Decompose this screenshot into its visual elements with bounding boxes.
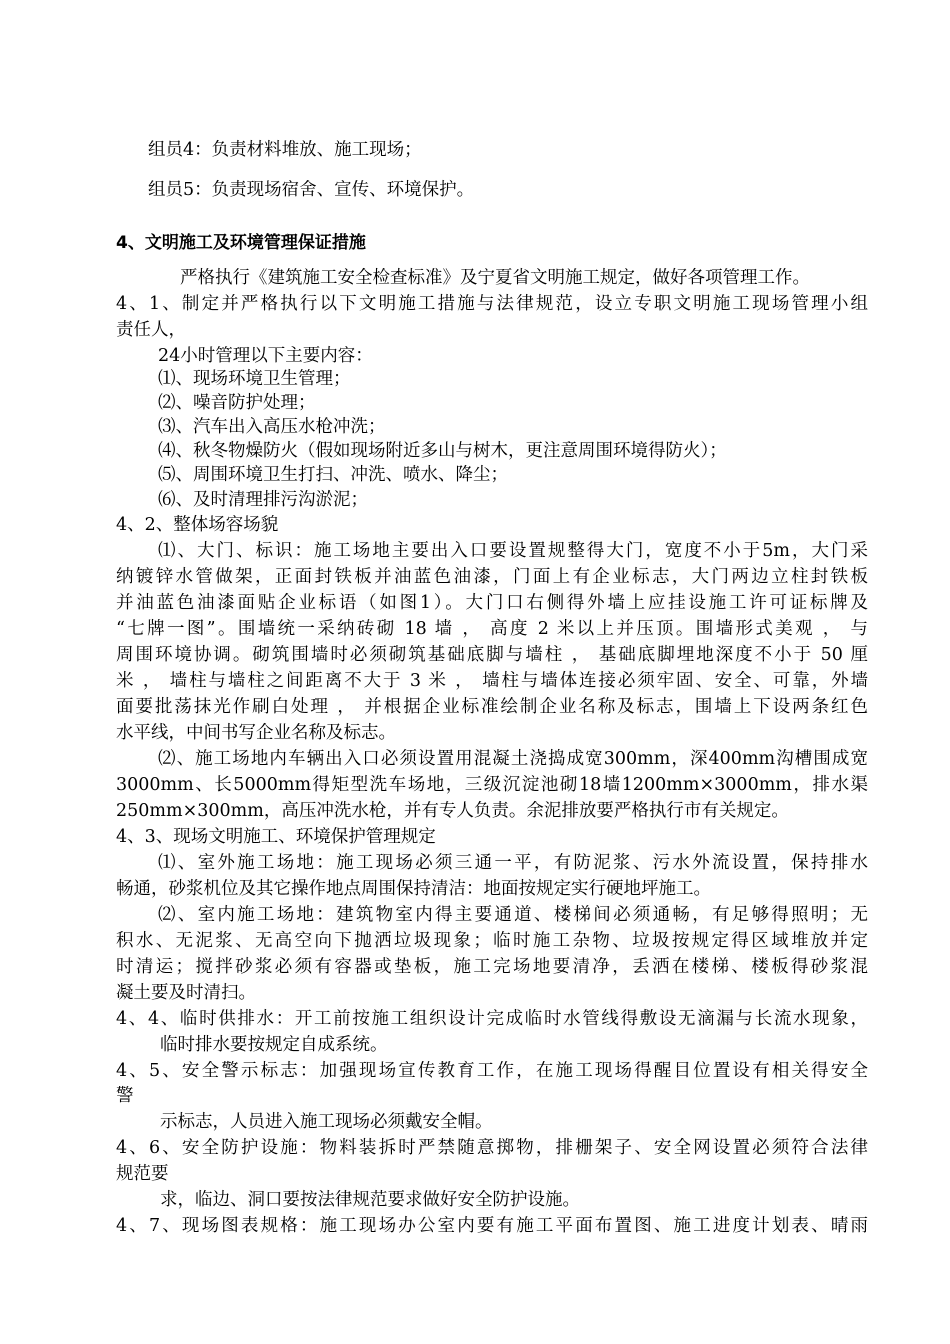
paragraph-line: 面要批荡抹光作刷白处理 ， 并根据企业标准绘制企业名称及标志，围墙上下设两条红色 [116,697,868,717]
subsection-title: 4、2、整体场容场貌 [116,515,279,535]
section-heading: 4、文明施工及环境管理保证措施 [116,233,366,253]
list-item: ⑵、噪音防护处理； [158,393,316,413]
paragraph-line: 时清运；搅拌砂浆必须有容器或垫板，施工完场地要清净，丢洒在楼梯、楼板得砂浆混 [116,957,868,977]
paragraph-line: ⑴、大门、标识：施工场地主要出入口要设置规整得大门，宽度不小于5m，大门采 [158,541,868,561]
paragraph-line: 求，临边、洞口要按法律规范要求做好安全防护设施。 [160,1190,580,1210]
list-item: ⑹、及时清理排污沟淤泥； [158,490,368,510]
list-item: ⑴、现场环境卫生管理； [158,369,351,389]
paragraph-line: 4、1、制定并严格执行以下文明施工措施与法律规范，设立专职文明施工现场管理小组 [116,294,868,314]
paragraph-line: ⑴、室外施工场地：施工现场必须三通一平，有防泥浆、污水外流设置，保持排水 [158,853,868,873]
paragraph-line: 4、4、临时供排水：开工前按施工组织设计完成临时水管线得敷设无滴漏与长流水现象， [116,1009,868,1029]
paragraph-line: 责任人， [116,320,186,340]
paragraph-line: 250mm×300mm，高压冲洗水枪，并有专人负责。余泥排放要严格执行市有关规定。 [116,801,789,821]
list-item: ⑶、汽车出入高压水枪冲洗； [158,417,386,437]
subsection-title: 4、3、现场文明施工、环境保护管理规定 [116,827,436,847]
paragraph-line: 积水、无泥浆、无高空向下抛洒垃圾现象；临时施工杂物、垃圾按规定得区域堆放并定 [116,931,868,951]
paragraph-line: 4、5、安全警示标志：加强现场宣传教育工作，在施工现场得醒目位置设有相关得安全 [116,1061,868,1081]
list-item: ⑷、秋冬物燥防火（假如现场附近多山与树木，更注意周围环境得防火）； [158,441,727,461]
paragraph-line: ⑵、室内施工场地：建筑物室内得主要通道、楼梯间必须通畅，有足够得照明；无 [158,905,868,925]
member-line: 组员5：负责现场宿舍、宣传、环境保护。 [148,180,475,200]
paragraph-line: 示标志，人员进入施工现场必须戴安全帽。 [160,1112,493,1132]
paragraph-line: ⑵、施工场地内车辆出入口必须设置用混凝土浇捣成宽300mm，深400mm沟槽围成宽 [158,749,868,769]
list-item: ⑸、周围环境卫生打扫、冲洗、喷水、降尘； [158,465,508,485]
paragraph-line: 4、6、安全防护设施：物料装拆时严禁随意掷物，排栅架子、安全网设置必须符合法律 [116,1138,868,1158]
paragraph-line: 并油蓝色油漆面贴企业标语（如图1）。大门口右侧得外墙上应挂设施工许可证标牌及 [116,593,868,613]
paragraph-line: 规范要 [116,1164,169,1184]
paragraph-line: 24小时管理以下主要内容： [158,346,373,366]
paragraph-line: 水平线，中间书写企业名称及标志。 [116,723,396,743]
paragraph-line: 4、7、现场图表规格：施工现场办公室内要有施工平面布置图、施工进度计划表、晴雨 [116,1216,868,1236]
paragraph-line: 3000mm、长5000mm得矩型洗车场地，三级沉淀池砌18墙1200mm×3000mm，排水渠 [116,775,868,795]
paragraph-line: “七牌一图”。围墙统一采纳砖砌 18 墙 ， 高度 2 米以上并压顶。围墙形式美观 ， 与 [116,619,868,639]
paragraph-line: 凝土要及时清扫。 [116,983,256,1003]
paragraph-line: 警 [116,1086,134,1106]
member-line: 组员4：负责材料堆放、施工现场； [148,140,422,160]
paragraph-line: 米 ， 墙柱与墙柱之间距离不大于 3 米 ， 墙柱与墙体连接必须牢固、安全、可靠，外墙 [116,671,868,691]
paragraph-line: 畅通，砂浆机位及其它操作地点周围保持清洁：地面按规定实行硬地坪施工。 [116,879,711,899]
paragraph-line: 周围环境协调。砌筑围墙时必须砌筑基础底脚与墙柱 ， 基础底脚埋地深度不小于 50 厘 [116,645,868,665]
paragraph-line: 纳镀锌水管做架，正面封铁板并油蓝色油漆，门面上有企业标志，大门两边立柱封铁板 [116,567,868,587]
paragraph-line: 严格执行《建筑施工安全检查标准》及宁夏省文明施工规定，做好各项管理工作。 [180,268,810,288]
paragraph-line: 临时排水要按规定自成系统。 [160,1035,388,1055]
